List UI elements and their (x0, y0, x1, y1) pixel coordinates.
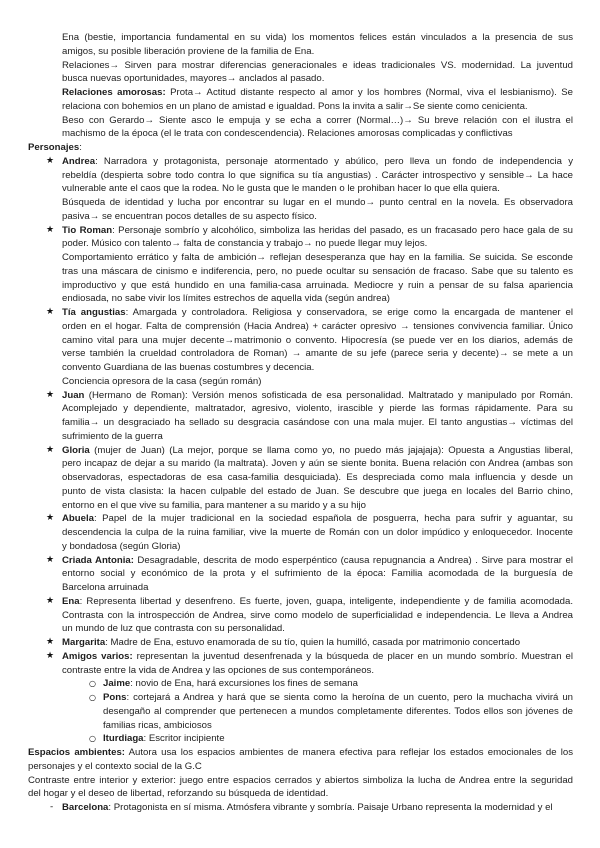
character-andrea-text: Búsqueda de identidad y lucha por encontrar su lugar en el mundo→ punto central en la novela. Es observadora (62, 197, 573, 208)
character-tia-angustias (46, 306, 573, 389)
character-margarita-line (62, 636, 573, 650)
character-margarita-text: : Madre de Ena, estuvo enamorada de su tío, quien la humilló, casada por matrimonio concertado (105, 637, 521, 648)
friend-pons-text: desengaño al comprender que pertenecen a mundos completamente diferentes. Todos ellos son jóvenes de (103, 705, 573, 717)
friend-pons-line (103, 719, 573, 733)
star-bullet-icon: ★ (46, 307, 55, 317)
character-abuela-line (62, 526, 573, 540)
star-bullet-icon: ★ (46, 155, 55, 166)
espacios-text: del hogar y el deseo de libertad, reforzando su búsqueda de identidad. (28, 788, 329, 800)
character-andrea-line (62, 155, 573, 169)
character-amigos-varios-line (62, 664, 573, 678)
intro-paragraph-text: busca nuevas oportunidades, mayores→ anclados al pasado. (62, 73, 325, 85)
intro-paragraph-line (62, 31, 573, 45)
character-tio-roman-label: Tio Roman (62, 224, 113, 236)
character-ena-text: : Representa libertad y desenfreno. Es fuerte, joven, guapa, inteligente, independiente y de familia acomodada. (79, 595, 573, 607)
character-gloria-line (62, 444, 573, 458)
character-andrea-label: Andrea (62, 155, 96, 167)
character-tio-roman-text: endiosada, no sabe vivir los límites estrechos de aquella vida (según andrea) (62, 293, 390, 305)
friend-jaime (89, 677, 573, 691)
dash-bullet-icon: - (50, 802, 54, 812)
character-gloria (46, 444, 573, 513)
personajes-heading (28, 141, 600, 155)
character-criada-antonia (46, 554, 573, 595)
intro-paragraph-text: Ena (bestie, importancia fundamental en su vida) los momentos felices están vinculados a la presencia de sus (62, 32, 573, 43)
friend-pons-label: Pons (103, 692, 127, 703)
character-gloria-text: punto de vista clasista: la hacen culpable del estado de Juan. Se descubre que juega en locales del Barrio chino, (62, 485, 573, 497)
intro-section (0, 31, 600, 141)
character-margarita (46, 636, 573, 650)
espacios-label: Espacios ambientes: (28, 747, 125, 758)
character-amigos-varios (46, 650, 574, 678)
character-ena-line (62, 609, 573, 623)
character-juan-line (62, 389, 573, 403)
character-ena (46, 595, 573, 636)
friend-jaime-label: Jaime (103, 678, 131, 690)
intro-paragraph (62, 114, 573, 142)
star-bullet-icon: ★ (46, 224, 55, 235)
character-tia-angustias-line (62, 306, 573, 320)
character-gloria-text: (mujer de Juan) (La mejor, porque se llama como yo, no puedo más jajajaja): Opuesta a Angustias liberal, (89, 444, 573, 456)
character-abuela-label: Abuela (62, 513, 94, 525)
character-criada-antonia-line (62, 567, 573, 581)
star-bullet-icon: ★ (46, 554, 55, 565)
star-bullet-icon: ★ (46, 513, 55, 524)
character-ena-text: un mundo de luz que contrasta con su personalidad. (62, 623, 285, 635)
star-bullet-icon: ★ (46, 637, 55, 647)
intro-paragraph (62, 59, 573, 87)
intro-paragraph-line (62, 59, 573, 73)
espacios-line (28, 760, 573, 774)
character-ena-line (62, 622, 573, 636)
espacios-section (0, 746, 600, 815)
space-barcelona-line (62, 801, 573, 815)
character-andrea-line (62, 196, 573, 210)
space-barcelona (50, 801, 573, 815)
character-ena-line (62, 595, 573, 609)
intro-paragraph-text: machismo de la época (el le trata con condescendencia). Relaciones amorosas complicadas y conflictivas (62, 128, 513, 140)
character-andrea (46, 155, 573, 224)
character-juan-line (62, 416, 573, 430)
friend-pons-text: : cortejará a Andrea y hará que se sienta como la heroína de un cuento, pero la muchacha vivirá un (126, 692, 573, 703)
intro-paragraph (62, 31, 573, 59)
intro-paragraph (62, 86, 573, 114)
friend-jaime-line (103, 677, 573, 691)
character-tio-roman-line (62, 251, 573, 265)
character-gloria-text: observadoras, espectadoras de esa casa-familia desquiciada). Es despreciada como mala influencia y desde un (62, 472, 573, 483)
intro-paragraph-text: amigos, su posible liberación proviene de la familia de Ena. (62, 45, 315, 57)
character-andrea-text: : Narradora y protagonista, personaje atormentado y abúlico, pero lleva un fondo de independencia y (95, 155, 573, 167)
character-criada-antonia-line (62, 581, 573, 595)
character-tia-angustias-text: : Amargada y controladora. Religiosa y conservadora, se erige como la encargada de mantener el (125, 307, 573, 318)
intro-paragraph-line (62, 45, 573, 59)
espacios-line (28, 774, 573, 788)
personajes-heading-colon: : (79, 142, 82, 153)
character-gloria-line (62, 457, 573, 471)
friend-pons-text: familias ricas, ambiciosos (103, 719, 212, 731)
character-tio-roman (46, 224, 573, 307)
character-ena-label: Ena (62, 595, 80, 607)
character-juan (46, 389, 573, 444)
space-barcelona-label: Barcelona (62, 802, 109, 813)
character-tia-angustias-text: convento Guardiana de las buenas costumbres y decencia. (62, 362, 315, 373)
character-juan-text: familia→ un desgraciado ha sellado su desgracia casándose con una mala mujer. El tanto angustias→ víctimas del (62, 417, 573, 428)
character-andrea-line (62, 210, 573, 224)
character-gloria-label: Gloria (62, 444, 90, 456)
character-tia-angustias-line (62, 334, 573, 348)
character-abuela-text: descendencia la culpa de la ruina familiar, vive la muerte de Román con un dolor impúdico y enloquecedor. Inocente (62, 527, 573, 538)
character-criada-antonia-text: Desagradable, descrita de modo esperpéntico (causa repugnancia a Andrea) . Sirve para mostrar el (133, 554, 573, 566)
character-abuela-text: y bondadosa (según Gloria) (62, 540, 181, 552)
character-andrea-line (62, 182, 573, 196)
friend-pons-line (103, 705, 573, 719)
character-abuela-line (62, 540, 573, 554)
espacios-text: Contraste entre interior y exterior: juego entre espacios cerrados y abiertos simboliza la lucha de Andrea entre la seguridad (28, 774, 573, 786)
character-tio-roman-text: improductivo y que está hundido en una familia-casa arruinada. Mediocre y ruin a pensar de su falsa apariencia (62, 279, 573, 291)
character-tia-angustias-text: Conciencia opresora de la casa (según román) (62, 375, 262, 387)
character-tio-roman-text: poder. Músico con talento→ falta de constancia y trabajo→ no puede llegar muy lejos. (62, 238, 428, 250)
character-juan-line (62, 430, 573, 444)
character-andrea-text: vulnerable ante el caos que la rodea. No le gusta que le manden o le prohiban hacer lo que ella quiera. (62, 183, 500, 195)
character-tia-angustias-line (62, 375, 573, 389)
star-bullet-icon: ★ (46, 595, 55, 606)
espacios-line (28, 746, 573, 760)
personajes-list (0, 155, 600, 746)
character-tia-angustias-line (62, 320, 573, 334)
intro-paragraph-label: Relaciones amorosas: (62, 87, 166, 98)
character-margarita-label: Margarita (62, 637, 106, 648)
character-gloria-line (62, 499, 573, 513)
character-abuela-line (62, 512, 573, 526)
character-tia-angustias-line (62, 361, 573, 375)
character-tia-angustias-text: verse también la crueldad controladora de Roman) → amante de su jefe (parece seria y decente)→ se mete a un (62, 348, 573, 360)
character-tio-roman-text: tras una máscara de cinismo e indiferencia, pero, no puede ocultar su sensación de fracaso. Sabe que su talento es (62, 265, 573, 277)
friend-iturdiaga (89, 732, 573, 746)
intro-paragraph-line (62, 127, 573, 141)
character-juan-text: sufrimiento de la guerra (62, 430, 163, 442)
character-tia-angustias-line (62, 347, 573, 361)
character-andrea-text: rebeldía (despierta sobre todo contra lo que significa su tía angustias) . Carácter introspectivo y sensible→ La hace (62, 169, 573, 181)
character-amigos-varios-line (62, 650, 573, 664)
character-tia-angustias-text: camino vital para una mujer decente→matrimonio o convento. Hipocresía (se puede ver en los diarios, además de (62, 334, 573, 346)
intro-paragraph-line (62, 72, 573, 86)
character-andrea-text: pasiva→ se encuentran pocos detalles de su aspecto físico. (62, 210, 317, 222)
character-criada-antonia-text: Barcelona arruinada (62, 582, 149, 593)
space-barcelona-text: : Protagonista en sí misma. Atmósfera vibrante y sombría. Paisaje Urbano representa la modernidad y el (108, 802, 553, 813)
character-amigos-varios-text: contraste entre la vida de Andrea y las opciones de sus contemporáneos. (62, 664, 374, 676)
character-amigos-varios-label: Amigos varios: (62, 650, 133, 662)
espacios-paragraph (28, 746, 573, 801)
espacios-text: personajes y el contexto social de la G.C (28, 760, 202, 772)
character-gloria-text: entorno en el que vive su familia, para mantener a su marido y a su hijo (62, 499, 366, 511)
character-gloria-line (62, 485, 573, 499)
friend-jaime-text: : novio de Ena, hará excursiones los fines de semana (130, 678, 358, 690)
intro-paragraph-line (62, 100, 573, 114)
character-amigos-varios-text: representan la juventud desenfrenada y la búsqueda de placer en un mundo sombrío. Muestran el (132, 650, 574, 662)
circle-bullet-icon: ○ (89, 693, 96, 702)
character-abuela-text: : Papel de la mujer tradicional en la sociedad española de posguerra, hecha para sufrir y aguantar, su (94, 513, 573, 525)
personajes-heading-label: Personajes (28, 142, 80, 153)
espacios-text: Autora usa los espacios ambientes de manera efectiva para reflejar los estados emocionales de los (124, 747, 573, 758)
character-tio-roman-text: Comportamiento errático y falta de ambición→ reflejan desesperanza que hay en la familia. Se suicida. Se esconde (62, 252, 573, 263)
character-tio-roman-text: : Personaje sombrío y alcohólico, simboliza las heridas del pasado, es un fracasado pero hace gala de su (112, 224, 573, 236)
character-tio-roman-line (62, 237, 573, 251)
character-tio-roman-line (62, 224, 573, 238)
character-juan-text: (Hermano de Roman): Versión menos sofisticada de esa personalidad. Maltratado y manipulado por Román. (84, 389, 573, 401)
intro-paragraph-text: Beso con Gerardo→ Siente asco le empuja y se echa a correr (Normal…)→ Su breve relación con el ilustra el (62, 114, 573, 126)
intro-paragraph-line (62, 86, 573, 100)
friend-iturdiaga-label: Iturdiaga (103, 733, 144, 745)
character-abuela (46, 512, 573, 553)
character-juan-label: Juan (62, 389, 85, 401)
star-bullet-icon: ★ (46, 650, 55, 661)
circle-bullet-icon: ○ (89, 734, 96, 744)
character-juan-text: Acomplejado y dependiente, maltratador, agresivo, violento, irascible y pierde las formas rápidamente. Para su (62, 403, 573, 415)
friend-iturdiaga-text: : Escritor incipiente (143, 733, 225, 745)
friend-pons (89, 691, 573, 732)
friend-pons-line (103, 691, 573, 705)
circle-bullet-icon: ○ (89, 679, 96, 689)
character-tio-roman-line (62, 292, 573, 306)
intro-paragraph-text: relaciona con bohemios en un plano de amistad e igualdad. Pons la invita a salir→Se siente como cenicienta. (62, 100, 528, 112)
character-tia-angustias-label: Tía angustias (62, 307, 126, 318)
star-bullet-icon: ★ (46, 389, 55, 400)
character-tia-angustias-text: orden en el hogar. Falta de comprensión (Hacia Andrea) + carácter opresivo → tensiones convivencia familiar. Único (62, 320, 573, 332)
intro-paragraph-text: Prota→ Actitud distante respecto al amor y los hombres (Normal, viva el lesbianismo). Se (165, 87, 573, 98)
character-criada-antonia-label: Criada Antonia: (62, 554, 134, 566)
espacios-line (28, 787, 573, 801)
character-juan-line (62, 402, 573, 416)
character-ena-text: Contrasta con la introspección de Andrea, sirve como modelo de superficialidad e independencia. Le lleva a Andrea (62, 609, 573, 621)
character-andrea-line (62, 169, 573, 183)
character-gloria-text: pero incapaz de dejar a su marido (la maltrata). Joven y aún se siente bonita. Buena relación con Andrea (ambas son (62, 458, 573, 470)
intro-paragraph-line (62, 114, 573, 128)
star-bullet-icon: ★ (46, 444, 55, 455)
character-gloria-line (62, 471, 573, 485)
friend-iturdiaga-line (103, 732, 573, 746)
character-tio-roman-line (62, 265, 573, 279)
character-criada-antonia-text: entorno social y económico de la prota y el sufrimiento de la época: Familia acomodada de la burguesía de (62, 568, 573, 580)
intro-paragraph-text: Relaciones→ Sirven para mostrar diferencias generacionales e ideas tradicionales VS. modernidad. La juventud (62, 59, 573, 71)
character-criada-antonia-line (62, 554, 573, 568)
character-tio-roman-line (62, 279, 573, 293)
